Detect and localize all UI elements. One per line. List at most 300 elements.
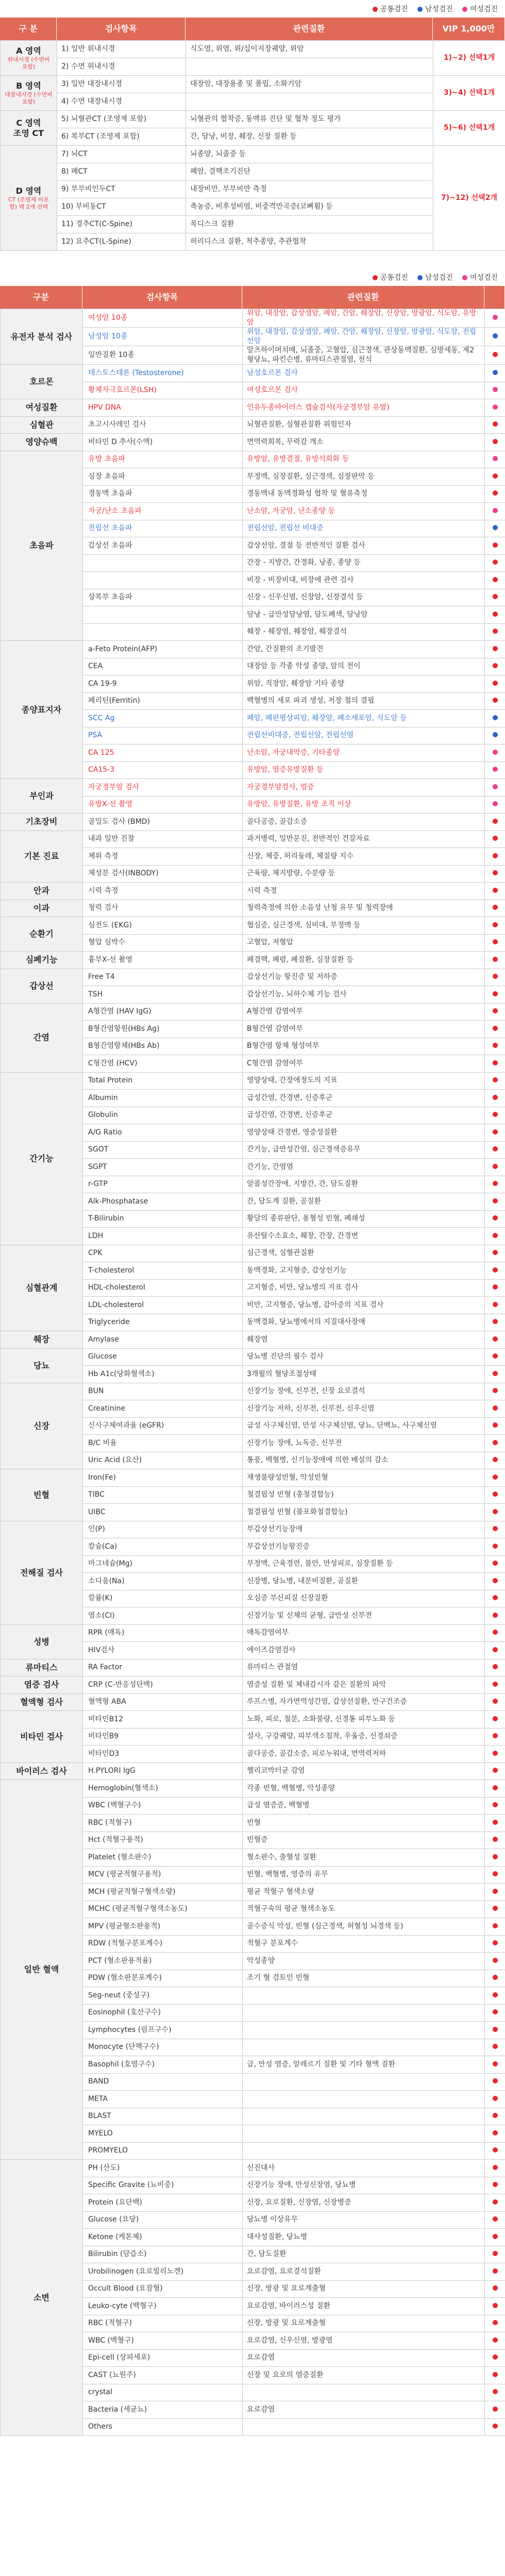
bottom-header-cell: 관련질환: [242, 286, 484, 309]
related-disease: B형간염 항체 형성여부: [243, 1038, 485, 1055]
related-disease: 갑상선기능 항진증 및 저하증: [243, 969, 485, 986]
related-disease: 위암, 직장암, 췌장암 기타 종양: [243, 675, 485, 693]
top-row: [1, 163, 505, 181]
red-dot-icon: [493, 2061, 498, 2066]
red-dot-icon: [493, 1630, 498, 1635]
checkup-type-cell: [485, 1107, 505, 1124]
related-disease: 설사, 구강궤양, 피부색소침착, 우울증, 신경쇠증: [243, 1728, 485, 1745]
red-dot-icon: [493, 2147, 498, 2153]
related-disease: [243, 1987, 485, 2005]
checkup-type-cell: [485, 1469, 505, 1487]
checkup-type-cell: [485, 2056, 505, 2074]
checkup-type-cell: [485, 1279, 505, 1297]
table-row: [1, 399, 505, 417]
related-disease: 당뇨병 이상유무: [243, 2211, 485, 2229]
top-item-name: 9) 부부비인두CT: [57, 181, 186, 198]
test-item: MCHC (평균적혈구혈색소농도): [83, 1901, 243, 1918]
checkup-type-cell: [485, 831, 505, 848]
checkup-type-cell: [485, 986, 505, 1004]
related-disease: 대장암 등 각종 악성 종양, 암의 전이: [243, 658, 485, 675]
section-name: 소변: [1, 2160, 83, 2436]
red-dot-icon: [493, 1492, 498, 1497]
related-disease: 동맥경화, 고지혈증, 갑상선기능: [243, 1262, 485, 1280]
red-dot-icon: [373, 7, 378, 12]
checkup-type-cell: [485, 2073, 505, 2091]
group-note: 위내시경 (수면비 포함): [7, 56, 50, 70]
test-item: Glucose: [83, 1348, 243, 1366]
test-item: PROMYELO: [83, 2142, 243, 2160]
test-item: 황체자극호르몬(LSH): [83, 382, 243, 399]
checkup-type-cell: [485, 2177, 505, 2194]
red-dot-icon: [493, 612, 498, 617]
test-item: a-Feto Protein(AFP): [83, 641, 243, 658]
related-disease: 비만, 고지혈증, 당뇨병, 갑아증의 지표 검사: [243, 1297, 485, 1314]
test-item: 내과 일반 진찰: [83, 831, 243, 848]
section-name: 일반 혈액: [1, 1780, 83, 2160]
red-dot-icon: [493, 2303, 498, 2308]
table-row: [1, 1693, 505, 1711]
top-row: [1, 41, 505, 58]
related-disease: 신장, 요로질환, 신장염, 신장병증: [243, 2194, 485, 2212]
section-name: 기초장비: [1, 814, 83, 831]
red-dot-icon: [493, 974, 498, 979]
checkup-type-cell: [485, 346, 505, 365]
red-dot-icon: [493, 1975, 498, 1980]
related-disease: 간, 담도질환: [243, 2246, 485, 2263]
red-dot-icon: [493, 905, 498, 910]
red-dot-icon: [493, 473, 498, 479]
section-name: 영양슈백: [1, 434, 83, 451]
checkup-type-cell: [485, 2039, 505, 2056]
red-dot-icon: [493, 888, 498, 893]
checkup-type-cell: [485, 883, 505, 900]
checkup-type-cell: [485, 1935, 505, 1953]
checkup-type-cell: [485, 779, 505, 796]
test-item: Albumin: [83, 1090, 243, 1107]
table-row: [1, 1072, 505, 1090]
test-item: PDW (혈소판분포계수): [83, 1970, 243, 1987]
red-dot-icon: [493, 1336, 498, 1342]
red-dot-icon: [493, 1026, 498, 1031]
red-dot-icon: [493, 957, 498, 962]
section-name: 초음파: [1, 451, 83, 641]
red-dot-icon: [493, 870, 498, 875]
red-dot-icon: [493, 1940, 498, 1945]
checkup-type-cell: [485, 2004, 505, 2022]
pink-dot-icon: [462, 275, 467, 280]
test-item: C형간염 (HCV): [83, 1055, 243, 1073]
test-item: 상복부 초음파: [83, 589, 243, 606]
related-disease: 급성간염, 간경변, 신증후군: [243, 1107, 485, 1124]
red-dot-icon: [493, 681, 498, 686]
top-item-name: 10) 부비동CT: [57, 198, 186, 216]
related-disease: A형간염 감염여부: [243, 1003, 485, 1021]
related-disease: 신장기능 저하, 신부전, 신부전, 신우신염: [243, 1400, 485, 1418]
related-disease: 전립선암, 전립선 비대증: [243, 520, 485, 537]
top-header-cell: 관련질환: [186, 18, 433, 40]
test-item: 테스토스테론 (Testosterone): [83, 365, 243, 382]
checkup-type-cell: [485, 761, 505, 779]
checkup-type-cell: [485, 1141, 505, 1159]
pink-dot-icon: [493, 508, 498, 513]
checkup-type-cell: [485, 1176, 505, 1193]
related-disease: 인유두종바이러스 캡슐검사(자궁경부암 유발): [243, 399, 485, 417]
checkup-type-cell: [485, 1400, 505, 1418]
table-row: [1, 1469, 505, 1487]
red-dot-icon: [493, 2182, 498, 2187]
checkup-type-cell: [485, 1815, 505, 1832]
checkup-type-cell: [485, 1693, 505, 1711]
top-item-desc: 목디스크 질환: [186, 216, 433, 233]
red-dot-icon: [493, 1215, 498, 1221]
test-item: HIV검사: [83, 1642, 243, 1659]
test-item: A형간염 (HAV IgG): [83, 1003, 243, 1021]
red-dot-icon: [373, 275, 378, 280]
checkup-type-cell: [485, 2298, 505, 2315]
checkup-type-cell: [485, 1366, 505, 1383]
checkup-type-cell: [485, 382, 505, 399]
test-item: RPR (매독): [83, 1624, 243, 1642]
test-item: Ketone (케톤체): [83, 2229, 243, 2246]
red-dot-icon: [493, 1129, 498, 1134]
red-dot-icon: [493, 1440, 498, 1445]
related-disease: 부정맥, 근육경련, 불안, 만성피로, 심장질환 등: [243, 1555, 485, 1573]
section-name: 비타민 검사: [1, 1711, 83, 1763]
checkup-type-cell: [485, 451, 505, 468]
table-row: [1, 1780, 505, 1798]
pink-dot-icon: [493, 387, 498, 392]
red-dot-icon: [493, 2096, 498, 2101]
checkup-type-cell: [485, 848, 505, 866]
related-disease: 급성간염, 간경변, 신증후군: [243, 1090, 485, 1107]
table-row: [1, 1245, 505, 1262]
test-item: LDH: [83, 1228, 243, 1245]
test-item: 신사구체여과율 (eGFR): [83, 1417, 243, 1435]
legend-male: 남성검진: [417, 272, 453, 282]
related-disease: 영양상태, 간장애정도의 지표: [243, 1072, 485, 1090]
related-disease: 루프스병, 자가면역성간염, 갑상선질환, 만구건조증: [243, 1693, 485, 1711]
top-row: [1, 216, 505, 233]
related-disease: 요로감염, 신우신염, 방광염: [243, 2332, 485, 2350]
related-disease: 급성 사구체신염, 만성 사구체신염, 당뇨, 단백뇨, 사구체신염: [243, 1417, 485, 1435]
premium-options-table: [0, 18, 505, 251]
legend-top: [0, 0, 505, 18]
test-item: Epi-cell (상피세포): [83, 2349, 243, 2367]
related-disease: 재생불량성빈혈, 악성빈혈: [243, 1469, 485, 1487]
test-item: LDL-cholesterol: [83, 1297, 243, 1314]
test-item: HDL-cholesterol: [83, 1279, 243, 1297]
test-item: Hemoglobin(혈색소): [83, 1780, 243, 1798]
test-item: 염소(Cl): [83, 1607, 243, 1625]
red-dot-icon: [493, 1871, 498, 1876]
checkup-type-cell: [485, 1780, 505, 1798]
legend-basic: 공통검진: [373, 272, 408, 282]
top-item-name: 12) 요추CT(L-Spine): [57, 233, 186, 251]
related-disease: 유방암, 유방결절, 유방석회화 등: [243, 451, 485, 468]
related-disease: 부갑상선기능항진증: [243, 1538, 485, 1556]
checkup-type-cell: [485, 1383, 505, 1400]
red-dot-icon: [493, 577, 498, 582]
bottom-header: [0, 286, 505, 309]
top-row: [1, 93, 505, 111]
top-item-desc: [186, 58, 433, 76]
test-item: crystal: [83, 2384, 243, 2401]
section-name: 빈혈: [1, 1469, 83, 1521]
top-row: [1, 181, 505, 198]
checkup-type-cell: [485, 1003, 505, 1021]
section-name: 호르몬: [1, 365, 83, 399]
red-dot-icon: [493, 1682, 498, 1687]
checkup-type-cell: [485, 2022, 505, 2039]
section-name: 혈액형 검사: [1, 1693, 83, 1711]
test-item: Eosinophil (호산구수): [83, 2004, 243, 2022]
top-package-cell: 5)~6) 선택1개: [433, 111, 505, 146]
checkup-type-cell: [485, 900, 505, 917]
top-item-name: 11) 경추CT(C-Spine): [57, 216, 186, 233]
red-dot-icon: [493, 1889, 498, 1894]
related-disease: 신장기능 장애, 신부전, 신장 요로결석: [243, 1383, 485, 1400]
section-name: 안과: [1, 883, 83, 900]
red-dot-icon: [493, 1699, 498, 1704]
checkup-type-cell: [485, 572, 505, 589]
related-disease: 남성호르몬 검사: [243, 365, 485, 382]
pink-dot-icon: [493, 456, 498, 461]
legend-female: 여성검진: [462, 4, 498, 14]
red-dot-icon: [493, 560, 498, 565]
red-dot-icon: [493, 1077, 498, 1082]
test-item: Free T4: [83, 969, 243, 986]
table-row: [1, 883, 505, 900]
section-name: 심혈관계: [1, 1245, 83, 1331]
section-name: 기본 진료: [1, 831, 83, 883]
group-note: 대장내시경 (수면비 포함): [5, 91, 53, 105]
blue-dot-icon: [493, 732, 498, 737]
red-dot-icon: [493, 646, 498, 651]
red-dot-icon: [493, 1250, 498, 1255]
red-dot-icon: [493, 2165, 498, 2170]
top-item-name: 1) 일반 위내시경: [57, 41, 186, 58]
checkup-type-cell: [485, 1297, 505, 1314]
top-group-cell: [1, 76, 57, 111]
checkup-type-cell: [485, 2125, 505, 2143]
top-item-desc: 뇌종양, 뇌졸중 등: [186, 146, 433, 163]
related-disease: 난소암, 자궁암, 난소종양 등: [243, 503, 485, 520]
related-disease: 적혈구 분포계수: [243, 1935, 485, 1953]
test-item: SCC Ag: [83, 710, 243, 727]
pink-dot-icon: [493, 801, 498, 806]
checkup-type-cell: [485, 796, 505, 814]
top-item-desc: 간, 담낭, 비장, 췌장, 신장 질환 등: [186, 128, 433, 146]
test-item: Specific Gravite (뇨비중): [83, 2177, 243, 2194]
test-item: META: [83, 2091, 243, 2108]
related-disease: 갑상선기능, 뇌하수체 기능 검사: [243, 986, 485, 1004]
red-dot-icon: [493, 2372, 498, 2377]
test-item: 마그네슘(Mg): [83, 1555, 243, 1573]
table-row: [1, 1383, 505, 1400]
related-disease: 류마티스 관절염: [243, 1659, 485, 1676]
test-item: 심장 초음파: [83, 468, 243, 486]
checkup-type-cell: [485, 727, 505, 744]
checkup-type-cell: [485, 1884, 505, 1901]
group-note: CT (조영제 미포함) 택 2개 선택: [8, 196, 49, 210]
top-header-cell: VIP 1,000만: [433, 18, 505, 40]
test-item: 자궁/난소 초음파: [83, 503, 243, 520]
checkup-type-cell: [485, 1210, 505, 1228]
checkup-type-cell: [485, 1711, 505, 1728]
related-disease: 간장 - 지방간, 간경화, 낭종, 종양 등: [243, 554, 485, 572]
checkup-type-cell: [485, 399, 505, 417]
related-disease: 빈혈증: [243, 1832, 485, 1849]
checkup-type-cell: [485, 1124, 505, 1142]
table-row: [1, 1711, 505, 1728]
test-item: Platelet (혈소판수): [83, 1849, 243, 1867]
related-disease: 유산탈수소효소, 췌장, 간장, 간경변: [243, 1228, 485, 1245]
red-dot-icon: [493, 2389, 498, 2394]
group-title: A 영역: [16, 45, 41, 56]
related-disease: 각종 빈혈, 백혈병, 악성종양: [243, 1780, 485, 1798]
related-disease: 근육량, 체지방량, 수분량 등: [243, 865, 485, 883]
red-dot-icon: [493, 1820, 498, 1825]
test-item: CRP (C-반응성단백): [83, 1676, 243, 1694]
section-name: 간기능: [1, 1072, 83, 1245]
red-dot-icon: [493, 2406, 498, 2412]
checkup-type-cell: [485, 1797, 505, 1815]
related-disease: 노화, 피로, 철분, 소화불량, 신경통 피부노화 등: [243, 1711, 485, 1728]
legend-male: 남성검진: [417, 4, 453, 14]
red-dot-icon: [493, 1526, 498, 1531]
related-disease: 혈소판수, 출혈성 질환: [243, 1849, 485, 1867]
test-item: RBC (적혈구): [83, 1815, 243, 1832]
related-disease: 염증성 질환 및 체내감시자 같은 질환의 파악: [243, 1676, 485, 1694]
table-row: [1, 1762, 505, 1780]
checkup-type-cell: [485, 710, 505, 727]
red-dot-icon: [493, 421, 498, 427]
red-dot-icon: [493, 1112, 498, 1117]
section-name: 전해질 검사: [1, 1521, 83, 1624]
top-package-cell: 3)~4) 선택1개: [433, 76, 505, 111]
test-item: HPV DNA: [83, 399, 243, 417]
test-item: 전립선 초음파: [83, 520, 243, 537]
red-dot-icon: [493, 853, 498, 858]
red-dot-icon: [493, 1958, 498, 1963]
test-item: 심전도 (EKG): [83, 917, 243, 935]
related-disease: C형간염 감염여부: [243, 1055, 485, 1073]
related-disease: [243, 2125, 485, 2143]
test-item: A/G Ratio: [83, 1124, 243, 1142]
checkup-type-cell: [485, 744, 505, 762]
test-item: 흉부X-선 촬영: [83, 952, 243, 969]
test-item: Bacteria (세균뇨): [83, 2401, 243, 2419]
top-item-name: 3) 일반 대장내시경: [57, 76, 186, 93]
red-dot-icon: [493, 819, 498, 824]
test-item: 칼륨(K): [83, 1590, 243, 1607]
checkup-type-cell: [485, 1642, 505, 1659]
red-dot-icon: [493, 1509, 498, 1514]
red-dot-icon: [493, 1768, 498, 1773]
pink-dot-icon: [462, 7, 467, 12]
table-row: [1, 1331, 505, 1349]
red-dot-icon: [493, 543, 498, 548]
test-item: Globulin: [83, 1107, 243, 1124]
red-dot-icon: [493, 2251, 498, 2256]
test-item: 남성암 10종: [83, 328, 243, 346]
red-dot-icon: [493, 2078, 498, 2083]
red-dot-icon: [493, 1043, 498, 1048]
related-disease: 심근경색, 심혈관질환: [243, 1245, 485, 1262]
related-disease: 췌장 - 췌장염, 췌장암, 췌장결석: [243, 623, 485, 641]
related-disease: B형간염 감염여부: [243, 1021, 485, 1038]
section-name: 신장: [1, 1383, 83, 1469]
test-item: BAND: [83, 2073, 243, 2091]
test-item: 혈액형 ABA: [83, 1693, 243, 1711]
blue-dot-icon: [493, 525, 498, 530]
test-item: RDW (적혈구분포계수): [83, 1935, 243, 1953]
related-disease: 부정맥, 심장질환, 심근경색, 심장판막 등: [243, 468, 485, 486]
related-disease: 여성호르몬 검사: [243, 382, 485, 399]
related-disease: 신장기능 및 신체의 균형, 급만성 신부전: [243, 1607, 485, 1625]
top-header: [0, 18, 505, 40]
checkup-type-cell: [485, 1193, 505, 1211]
related-disease: 황달의 종류판단, 용혈성 빈혈, 폐쇄성: [243, 1210, 485, 1228]
checkup-type-cell: [485, 485, 505, 503]
top-item-name: 4) 수면 대장내시경: [57, 93, 186, 111]
red-dot-icon: [493, 1595, 498, 1600]
top-group-cell: [1, 41, 57, 76]
top-row: [1, 233, 505, 251]
test-item: 혈압 심박수: [83, 934, 243, 952]
related-disease: [243, 2142, 485, 2160]
pink-dot-icon: [493, 767, 498, 772]
top-item-desc: 허리디스크 질환, 척추종양, 추관협착: [186, 233, 433, 251]
red-dot-icon: [493, 2009, 498, 2014]
checkup-type-cell: [485, 1072, 505, 1090]
test-item: CEA: [83, 658, 243, 675]
red-dot-icon: [493, 1146, 498, 1151]
test-item: 골밀도 검사 (BMD): [83, 814, 243, 831]
related-disease: 신장 및 요로의 염증질환: [243, 2367, 485, 2384]
top-item-name: 8) 폐CT: [57, 163, 186, 181]
checkup-type-cell: [485, 1573, 505, 1590]
top-row: [1, 128, 505, 146]
test-item: H.PYLORI IgG: [83, 1762, 243, 1780]
section-name: 순환기: [1, 917, 83, 952]
test-item: r-GTP: [83, 1176, 243, 1193]
checkup-type-cell: [485, 692, 505, 710]
checkup-type-cell: [485, 1607, 505, 1625]
test-item: PH (산도): [83, 2160, 243, 2177]
blue-dot-icon: [417, 275, 423, 280]
red-dot-icon: [493, 352, 498, 357]
test-item: [83, 554, 243, 572]
related-disease: 3개월의 혈당조절상태: [243, 1366, 485, 1383]
test-item: 비타민 D 추사(수액): [83, 434, 243, 451]
checkup-type-cell: [485, 1901, 505, 1918]
checkup-type-cell: [485, 468, 505, 486]
checkup-type-cell: [485, 814, 505, 831]
checkup-type-cell: [485, 1762, 505, 1780]
related-disease: 부갑상선기능장애: [243, 1521, 485, 1538]
red-dot-icon: [493, 1388, 498, 1393]
related-disease: 비장 - 비장비대, 비장에 관련 검사: [243, 572, 485, 589]
top-row: [1, 198, 505, 216]
red-dot-icon: [493, 1992, 498, 1997]
related-disease: 골다공증, 골감소증, 피로누워내, 면역력저하: [243, 1745, 485, 1763]
related-disease: 알츠하이머치매, 뇌졸중, 고혈압, 심근경색, 관상동맥질환, 심방세동, 제2형당뇨, 파킨슨병, 류마티스관절염, 천식: [243, 346, 485, 365]
checkup-type-cell: [485, 1659, 505, 1676]
table-row: [1, 1003, 505, 1021]
red-dot-icon: [493, 1578, 498, 1583]
related-disease: 과거병력, 일반문진, 전반적인 건강자료: [243, 831, 485, 848]
